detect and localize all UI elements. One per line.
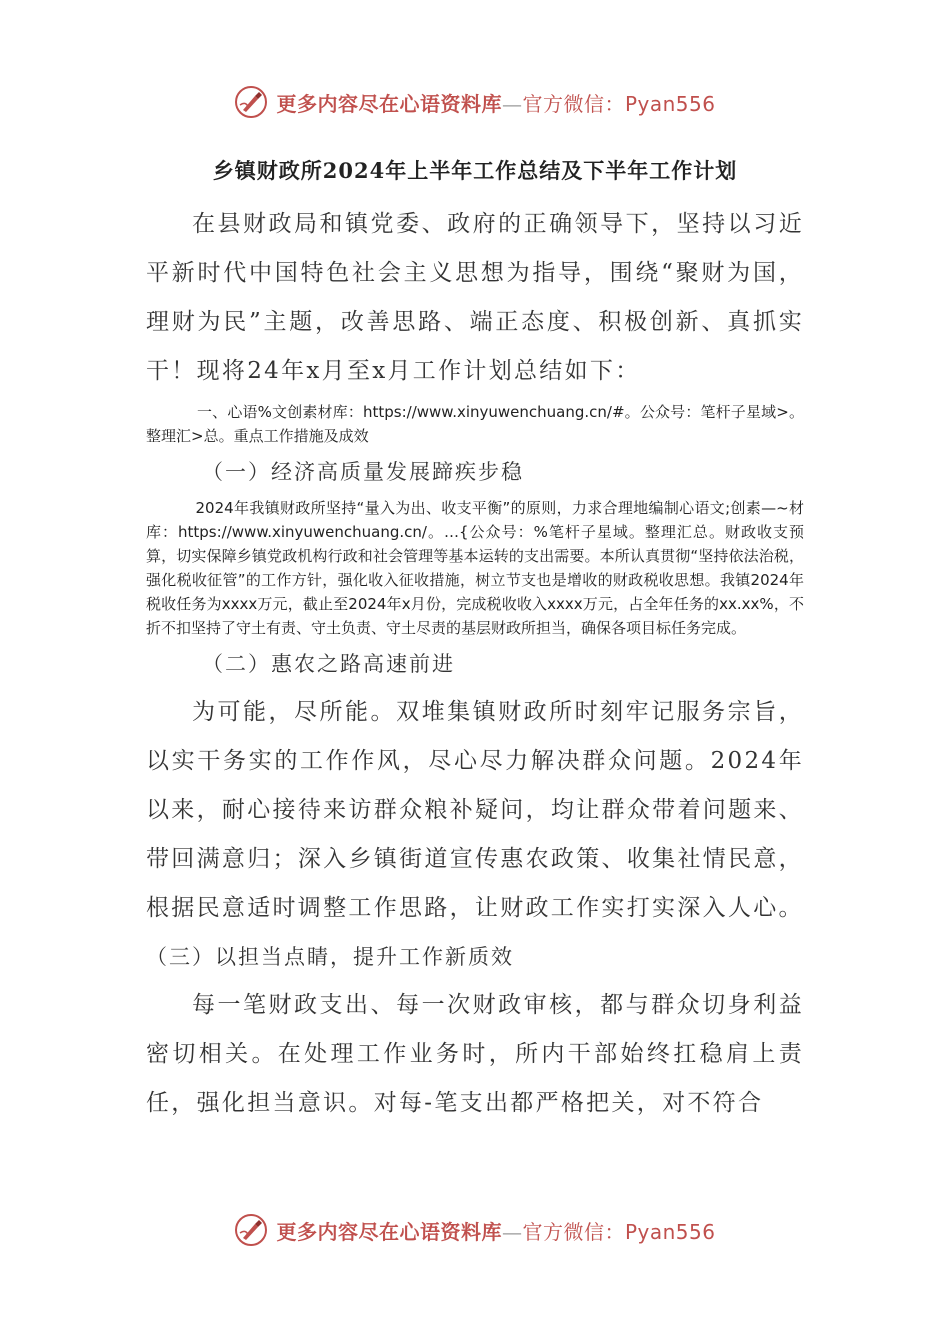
banner-text <box>276 88 715 117</box>
document-body <box>146 200 804 1128</box>
banner-wechat: 官方微信：Pyan556 <box>522 91 716 116</box>
pen-nib-seal-icon <box>234 85 268 119</box>
banner-separator: — <box>501 91 523 116</box>
section-body-2: 为可能，尽所能。双堆集镇财政所时刻牢记服务宗旨，以实干务实的工作作风，尽心尽力解决群众问题。2024年以来，耐心接待来访群众粮补疑问，均让群众带着问题来、带回满意归；深入乡镇街道宣传惠农政策、收集社情民意，根据民意适时调整工作思路，让财政工作实打实深入人心。 <box>146 699 804 921</box>
banner-separator: — <box>501 1219 523 1244</box>
footer-banner <box>0 1208 950 1252</box>
page-title: 乡镇财政所2024年上半年工作总结及下半年工作计划 <box>212 158 738 183</box>
section-heading-3: （三）以担当点睛，提升工作新质效 <box>146 945 514 969</box>
banner-wechat: 官方微信：Pyan556 <box>522 1219 716 1244</box>
section-note: 一、心语%文创素材库：https://www.xinyuwenchuang.cn/#。公众号：笔杆子星域>。整理汇>总。重点工作措施及成效 <box>146 403 804 445</box>
intro-paragraph: 在县财政局和镇党委、政府的正确领导下，坚持以习近平新时代中国特色社会主义思想为指导，围绕“聚财为国，理财为民”主题，改善思路、端正态度、积极创新、真抓实干！现将24年x月至x月工作计划总结如下： <box>146 211 804 384</box>
header-banner <box>0 80 950 124</box>
banner-slogan: 更多内容尽在心语资料库 <box>276 1219 502 1244</box>
section-heading-2: （二）惠农之路高速前进 <box>202 652 455 676</box>
section-heading-1: （一）经济高质量发展蹄疾步稳 <box>202 460 524 484</box>
banner-text <box>276 1216 715 1245</box>
section-body-1: 2024年我镇财政所坚持“量入为出、收支平衡”的原则，力求合理地编制心语文;创素—~材库：https://www.xinyuwenchuang.cn/。…{公众号：%笔杆子星域。整理汇总。财政收支预算，切实保障乡镇党政机构行政和社会管理等基本运转的支出需要。本所认真贯彻“坚持依法治税，强化税收征管”的工作方针，强化收入征收措施，树立节支也是增收的财政税收思想。我镇2024年税收任务为xxxx万元，截止至2024年x月份，完成税收收入xxxx万元，占全年任务的xx.xx%，不折不扣坚持了守土有责、守土负责、守土尽责的基层财政所担当，确保各项目标任务完成。 <box>146 499 804 637</box>
banner-slogan: 更多内容尽在心语资料库 <box>276 91 502 116</box>
pen-nib-seal-icon <box>234 1213 268 1247</box>
section-body-3: 每一笔财政支出、每一次财政审核，都与群众切身利益密切相关。在处理工作业务时，所内干部始终扛稳肩上责任，强化担当意识。对每-笔支出都严格把关，对不符合 <box>146 992 804 1116</box>
